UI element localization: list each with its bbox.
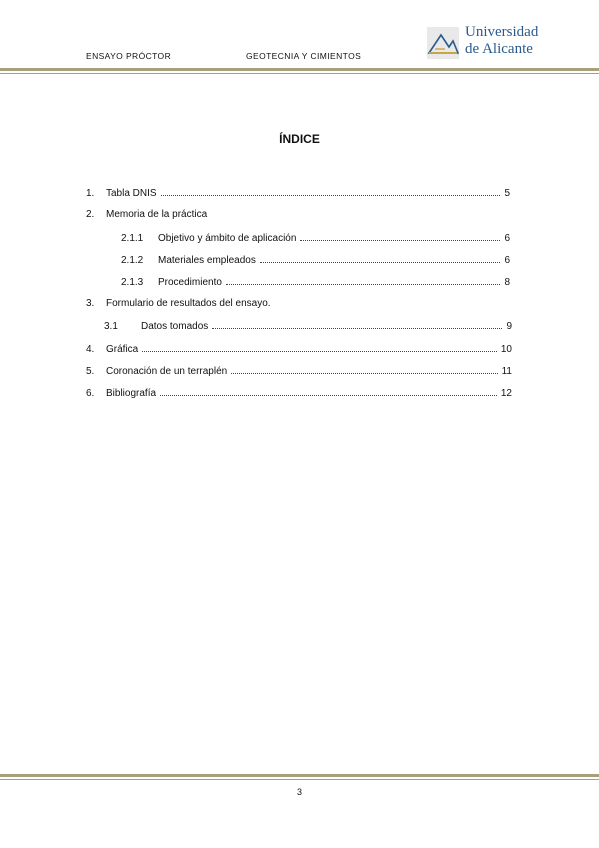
toc-entry[interactable]: [121, 275, 510, 289]
toc-entry-number: 3.1: [104, 321, 118, 332]
toc-entry-label: Tabla DNIS: [106, 188, 157, 199]
toc-entry-page: 6: [504, 233, 510, 244]
toc-entry-label: Datos tomados: [141, 321, 209, 332]
toc-entry-number: 6.: [86, 388, 95, 399]
toc-entry-label: Objetivo y ámbito de aplicación: [158, 233, 297, 244]
toc-entry-number: 2.1.1: [121, 233, 144, 244]
toc-entry-label: Materiales empleados: [158, 255, 256, 266]
toc-entry-number: 2.1.2: [121, 255, 144, 266]
toc-entry[interactable]: [104, 319, 512, 333]
page-number: 3: [296, 787, 302, 797]
university-logo: [427, 24, 547, 64]
logo-line-2: de Alicante: [465, 41, 533, 57]
toc-entry-label: Procedimiento: [158, 277, 222, 288]
toc-entry[interactable]: [121, 231, 510, 245]
toc-entry[interactable]: [86, 297, 510, 311]
toc-dot-leader: [300, 231, 500, 241]
page-title: ÍNDICE: [279, 132, 320, 146]
toc-entry-number: 2.1.3: [121, 277, 144, 288]
header-left-text: ENSAYO PRÓCTOR: [86, 51, 172, 61]
toc-entry[interactable]: [86, 208, 510, 222]
toc-entry-number: 2.: [86, 209, 95, 220]
toc-dot-leader: [260, 253, 501, 263]
toc-entry[interactable]: [86, 364, 512, 378]
toc-dot-leader: [142, 342, 497, 352]
toc-entry-page: 9: [506, 321, 512, 332]
header-center-text: GEOTECNIA Y CIMIENTOS: [246, 51, 362, 61]
footer-rule: [0, 774, 599, 780]
toc-dot-leader: [226, 275, 501, 285]
header-rule: [0, 68, 599, 74]
toc-entry[interactable]: [86, 186, 510, 200]
toc-dot-leader: [161, 186, 501, 196]
toc-entry-label: Memoria de la práctica: [106, 209, 208, 220]
toc-entry-label: Gráfica: [106, 344, 139, 355]
toc-dot-leader: [231, 364, 497, 374]
toc-entry-page: 5: [504, 188, 510, 199]
logo-text: [465, 24, 538, 58]
toc-dot-leader: [160, 386, 497, 396]
toc-entry-label: Formulario de resultados del ensayo.: [106, 298, 271, 309]
toc-entry[interactable]: [86, 386, 512, 400]
toc-entry-label: Coronación de un terraplén: [106, 366, 228, 377]
toc-entry-number: 5.: [86, 366, 95, 377]
toc-entry-page: 12: [500, 388, 512, 399]
toc-entry-page: 11: [501, 366, 512, 377]
toc-entry-label: Bibliografía: [106, 388, 157, 399]
toc-entry[interactable]: [86, 342, 512, 356]
toc-entry-page: 8: [504, 277, 510, 288]
toc-entry-number: 3.: [86, 298, 95, 309]
toc-entry[interactable]: [121, 253, 510, 267]
toc-entry-number: 1.: [86, 188, 95, 199]
toc-entry-page: 6: [504, 255, 510, 266]
university-logo-icon: [427, 27, 459, 59]
toc-dot-leader: [212, 319, 502, 329]
logo-line-1: Universidad: [465, 24, 539, 40]
toc-entry-number: 4.: [86, 344, 95, 355]
toc-entry-page: 10: [500, 344, 512, 355]
